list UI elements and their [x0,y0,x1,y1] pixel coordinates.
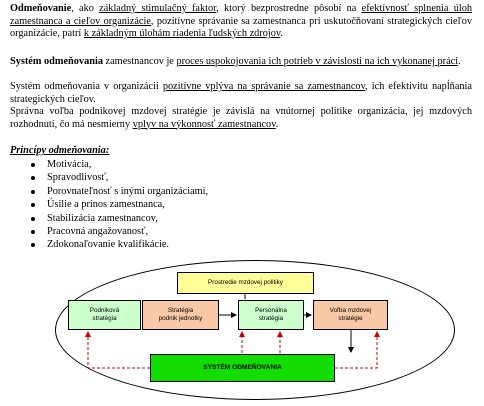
paragraph-influence [10,81,472,106]
box-label: Voľba mzdovej stratégie [329,307,372,322]
text-fragment: Systém odmeňovania v organizácii [10,81,163,92]
text-fragment: , ich efektivitu napĺňania strategických cieľov. [10,81,472,105]
text-fragment: . [280,28,283,39]
underlined-phrase: základný stimulačný faktor [99,3,217,14]
list-item: Motivácia, [30,158,208,171]
text-fragment: , ako [71,3,100,14]
feedback-dashed-left [88,332,150,368]
underlined-phrase: k základným úlohám riadenia ľudských zdrojov [83,28,281,39]
box-environment [177,272,314,294]
box-hr-strategy [238,300,304,330]
text-fragment: , ktorý bezprostredne pôsobí na [216,3,362,14]
diagram-ellipse [55,260,455,400]
paragraph-system [10,56,472,69]
list-item: Porovnateľnosť s inými organizáciami, [30,185,208,198]
principles-heading: Princípy odmeňovania: [10,145,110,156]
underlined-phrase: pozitívne vplýva na správanie sa zamestnancov [162,81,366,92]
underlined-phrase: proces uspokojovania ich potrieb v závislosti na ich vykonanej práci [176,56,459,67]
list-item: Stabilizácia zamestnancov, [30,212,208,225]
term-odmenovanie: Odmeňovanie [10,3,72,14]
box-remuneration-system [150,354,335,382]
box-corporate-strategy [68,300,141,330]
paragraph-strategy [10,106,472,131]
box-label: SYSTÉM ODMEŇOVANIA [203,364,282,372]
box-label: Stratégia podnik jednotky [158,307,203,322]
underlined-phrase: efektívnosť splnenia úloh zamestnanca a cieľov organizácie [10,3,473,27]
feedback-dashed-right [335,332,377,368]
term-system-odmenovania: Systém odmeňovania [10,56,103,67]
box-label: Personálna stratégia [255,307,287,322]
text-fragment: . [275,118,279,130]
box-unit-strategy [142,300,219,330]
list-item: Zdokonaľovanie kvalifikácie. [30,238,208,251]
text-fragment: , pozitívne správanie sa zamestnanca pri uskutočňovaní strategických cieľov organizácie, patrí [10,15,472,39]
box-wage-strategy [313,300,388,330]
list-item: Pracovná angažovanosť, [30,225,208,238]
text-fragment: . [458,56,461,67]
text-fragment: zamestnancov je [102,56,177,67]
text-fragment: Správna voľba podnikovej mzdovej stratégie je závislá na vnútornej politike organizácia, jej mzdových rozhodnutí, čo má nesmierny [10,106,472,130]
principles-list [30,158,208,252]
underlined-phrase: vplyv na výkonnosť zamestnancov [132,118,276,130]
list-item: Úsilie a prínos zamestnanca, [30,198,208,211]
box-label: Podniková stratégia [89,307,120,322]
paragraph-definition [10,3,472,41]
box-label: Prostredie mzdovej politiky [208,279,283,287]
list-item: Spravodlivosť, [30,171,208,184]
